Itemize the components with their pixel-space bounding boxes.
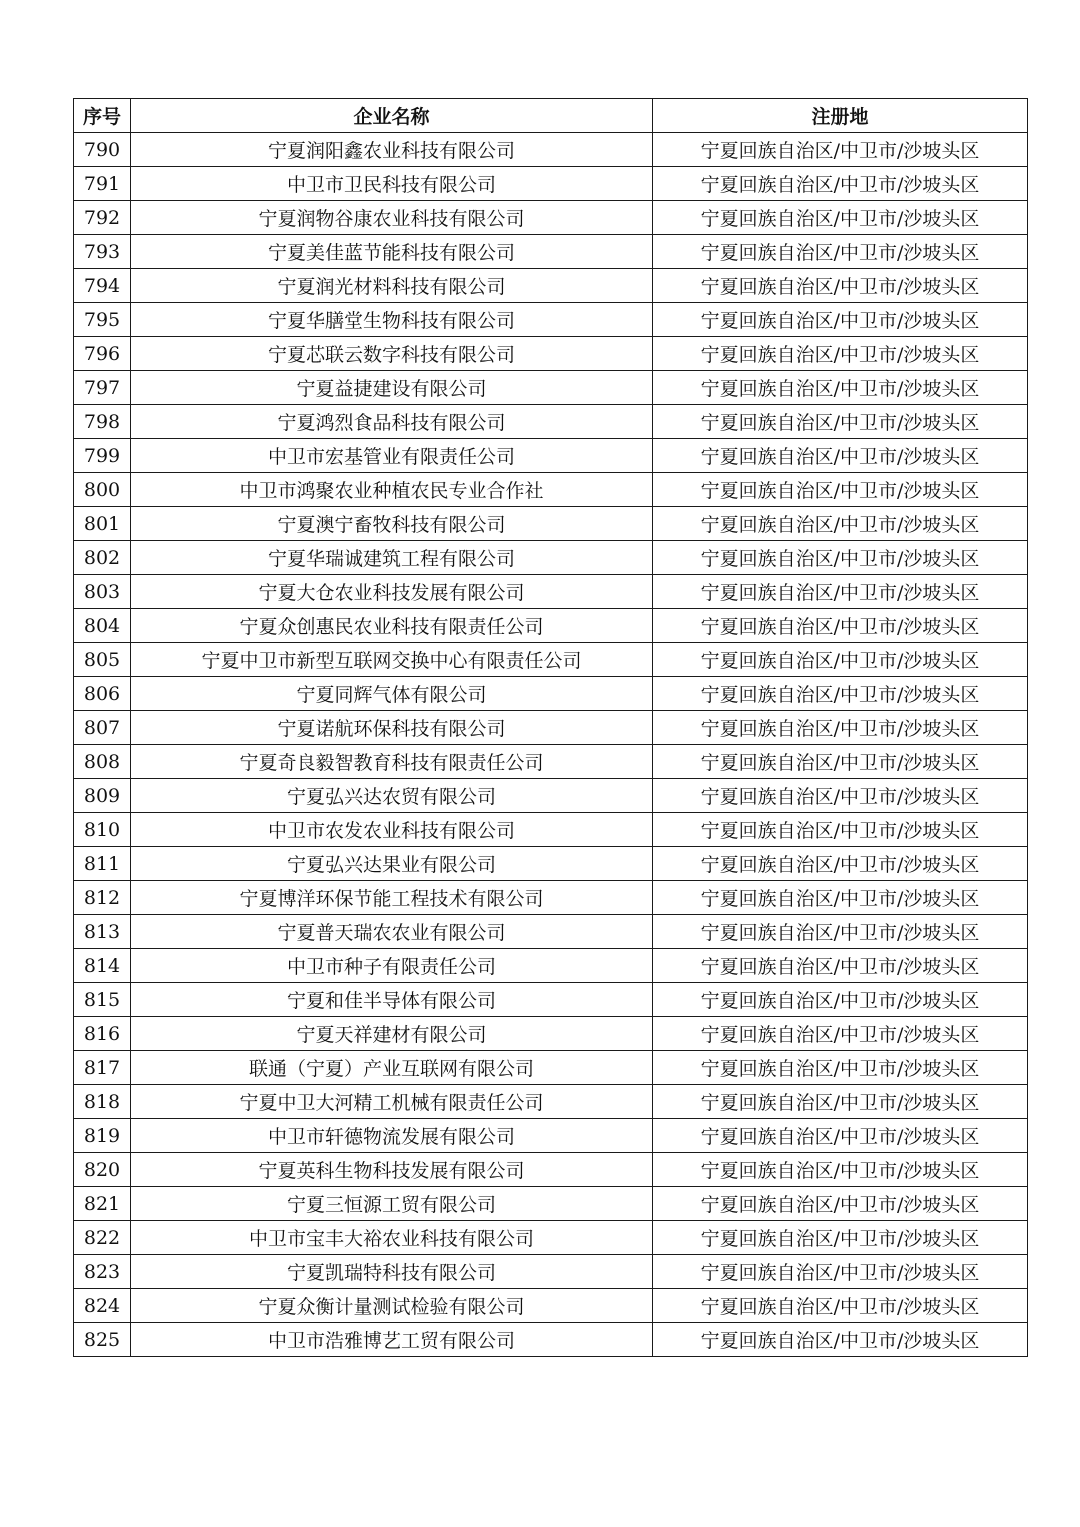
cell-company-name: 宁夏同辉气体有限公司 (131, 677, 653, 711)
cell-index: 795 (74, 303, 131, 337)
cell-company-name: 中卫市鸿聚农业种植农民专业合作社 (131, 473, 653, 507)
cell-registered-place: 宁夏回族自治区/中卫市/沙坡头区 (653, 847, 1028, 881)
table-row (74, 1289, 1028, 1323)
cell-company-name: 联通（宁夏）产业互联网有限公司 (131, 1051, 653, 1085)
cell-index: 823 (74, 1255, 131, 1289)
table-row (74, 167, 1028, 201)
cell-company-name: 宁夏普天瑞农农业有限公司 (131, 915, 653, 949)
cell-registered-place: 宁夏回族自治区/中卫市/沙坡头区 (653, 405, 1028, 439)
table-row (74, 439, 1028, 473)
table-row (74, 745, 1028, 779)
cell-company-name: 宁夏润阳鑫农业科技有限公司 (131, 133, 653, 167)
cell-company-name: 宁夏凯瑞特科技有限公司 (131, 1255, 653, 1289)
header-row (74, 99, 1028, 133)
cell-registered-place: 宁夏回族自治区/中卫市/沙坡头区 (653, 541, 1028, 575)
table-row (74, 303, 1028, 337)
cell-registered-place: 宁夏回族自治区/中卫市/沙坡头区 (653, 1255, 1028, 1289)
cell-company-name: 宁夏博洋环保节能工程技术有限公司 (131, 881, 653, 915)
cell-company-name: 中卫市卫民科技有限公司 (131, 167, 653, 201)
table-row (74, 1017, 1028, 1051)
cell-company-name: 宁夏鸿烈食品科技有限公司 (131, 405, 653, 439)
cell-index: 800 (74, 473, 131, 507)
cell-company-name: 宁夏英科生物科技发展有限公司 (131, 1153, 653, 1187)
table-row (74, 677, 1028, 711)
cell-company-name: 宁夏诺航环保科技有限公司 (131, 711, 653, 745)
cell-registered-place: 宁夏回族自治区/中卫市/沙坡头区 (653, 1085, 1028, 1119)
cell-company-name: 宁夏大仓农业科技发展有限公司 (131, 575, 653, 609)
cell-registered-place: 宁夏回族自治区/中卫市/沙坡头区 (653, 983, 1028, 1017)
cell-index: 808 (74, 745, 131, 779)
cell-company-name: 宁夏芯联云数字科技有限公司 (131, 337, 653, 371)
table-row (74, 643, 1028, 677)
cell-index: 801 (74, 507, 131, 541)
header-registered-place: 注册地 (653, 99, 1028, 133)
cell-company-name: 中卫市农发农业科技有限公司 (131, 813, 653, 847)
cell-registered-place: 宁夏回族自治区/中卫市/沙坡头区 (653, 677, 1028, 711)
cell-registered-place: 宁夏回族自治区/中卫市/沙坡头区 (653, 881, 1028, 915)
cell-registered-place: 宁夏回族自治区/中卫市/沙坡头区 (653, 337, 1028, 371)
cell-registered-place: 宁夏回族自治区/中卫市/沙坡头区 (653, 473, 1028, 507)
table-row (74, 983, 1028, 1017)
cell-index: 796 (74, 337, 131, 371)
table-row (74, 1051, 1028, 1085)
cell-company-name: 宁夏中卫大河精工机械有限责任公司 (131, 1085, 653, 1119)
table-row (74, 235, 1028, 269)
table-row (74, 541, 1028, 575)
cell-registered-place: 宁夏回族自治区/中卫市/沙坡头区 (653, 371, 1028, 405)
cell-registered-place: 宁夏回族自治区/中卫市/沙坡头区 (653, 1051, 1028, 1085)
table-header (74, 99, 1028, 133)
cell-index: 821 (74, 1187, 131, 1221)
cell-registered-place: 宁夏回族自治区/中卫市/沙坡头区 (653, 167, 1028, 201)
cell-registered-place: 宁夏回族自治区/中卫市/沙坡头区 (653, 1119, 1028, 1153)
cell-company-name: 宁夏弘兴达农贸有限公司 (131, 779, 653, 813)
cell-company-name: 中卫市浩雅博艺工贸有限公司 (131, 1323, 653, 1357)
cell-index: 793 (74, 235, 131, 269)
table-row (74, 575, 1028, 609)
cell-index: 824 (74, 1289, 131, 1323)
table-row (74, 201, 1028, 235)
cell-index: 807 (74, 711, 131, 745)
cell-index: 811 (74, 847, 131, 881)
cell-index: 822 (74, 1221, 131, 1255)
table-row (74, 1323, 1028, 1357)
cell-company-name: 宁夏众衡计量测试检验有限公司 (131, 1289, 653, 1323)
table-row (74, 711, 1028, 745)
cell-registered-place: 宁夏回族自治区/中卫市/沙坡头区 (653, 575, 1028, 609)
cell-registered-place: 宁夏回族自治区/中卫市/沙坡头区 (653, 201, 1028, 235)
cell-company-name: 宁夏华瑞诚建筑工程有限公司 (131, 541, 653, 575)
cell-index: 809 (74, 779, 131, 813)
cell-registered-place: 宁夏回族自治区/中卫市/沙坡头区 (653, 949, 1028, 983)
table-row (74, 881, 1028, 915)
table-row (74, 473, 1028, 507)
table-row (74, 609, 1028, 643)
table-row (74, 813, 1028, 847)
table-row (74, 371, 1028, 405)
cell-index: 806 (74, 677, 131, 711)
cell-index: 804 (74, 609, 131, 643)
cell-index: 798 (74, 405, 131, 439)
cell-index: 817 (74, 1051, 131, 1085)
cell-registered-place: 宁夏回族自治区/中卫市/沙坡头区 (653, 745, 1028, 779)
cell-registered-place: 宁夏回族自治区/中卫市/沙坡头区 (653, 1221, 1028, 1255)
cell-registered-place: 宁夏回族自治区/中卫市/沙坡头区 (653, 507, 1028, 541)
cell-company-name: 宁夏润物谷康农业科技有限公司 (131, 201, 653, 235)
table-row (74, 1187, 1028, 1221)
cell-index: 810 (74, 813, 131, 847)
cell-company-name: 中卫市宝丰大裕农业科技有限公司 (131, 1221, 653, 1255)
cell-registered-place: 宁夏回族自治区/中卫市/沙坡头区 (653, 915, 1028, 949)
cell-registered-place: 宁夏回族自治区/中卫市/沙坡头区 (653, 235, 1028, 269)
table-row (74, 1221, 1028, 1255)
cell-index: 802 (74, 541, 131, 575)
cell-registered-place: 宁夏回族自治区/中卫市/沙坡头区 (653, 269, 1028, 303)
cell-index: 813 (74, 915, 131, 949)
cell-index: 815 (74, 983, 131, 1017)
table-row (74, 133, 1028, 167)
table-row (74, 949, 1028, 983)
table-row (74, 915, 1028, 949)
table-row (74, 405, 1028, 439)
header-index: 序号 (74, 99, 131, 133)
cell-index: 820 (74, 1153, 131, 1187)
cell-index: 790 (74, 133, 131, 167)
cell-company-name: 宁夏益捷建设有限公司 (131, 371, 653, 405)
cell-company-name: 宁夏天祥建材有限公司 (131, 1017, 653, 1051)
cell-index: 825 (74, 1323, 131, 1357)
cell-company-name: 宁夏弘兴达果业有限公司 (131, 847, 653, 881)
cell-index: 812 (74, 881, 131, 915)
cell-registered-place: 宁夏回族自治区/中卫市/沙坡头区 (653, 303, 1028, 337)
cell-index: 797 (74, 371, 131, 405)
table-row (74, 847, 1028, 881)
cell-registered-place: 宁夏回族自治区/中卫市/沙坡头区 (653, 1153, 1028, 1187)
cell-company-name: 宁夏奇良毅智教育科技有限责任公司 (131, 745, 653, 779)
cell-company-name: 宁夏和佳半导体有限公司 (131, 983, 653, 1017)
cell-company-name: 宁夏众创惠民农业科技有限责任公司 (131, 609, 653, 643)
enterprise-table (73, 98, 1028, 1357)
cell-registered-place: 宁夏回族自治区/中卫市/沙坡头区 (653, 1289, 1028, 1323)
table-row (74, 1153, 1028, 1187)
cell-index: 792 (74, 201, 131, 235)
cell-registered-place: 宁夏回族自治区/中卫市/沙坡头区 (653, 1323, 1028, 1357)
cell-company-name: 宁夏润光材料科技有限公司 (131, 269, 653, 303)
table-row (74, 1119, 1028, 1153)
table-row (74, 507, 1028, 541)
cell-index: 814 (74, 949, 131, 983)
cell-company-name: 宁夏澳宁畜牧科技有限公司 (131, 507, 653, 541)
cell-registered-place: 宁夏回族自治区/中卫市/沙坡头区 (653, 1017, 1028, 1051)
cell-index: 819 (74, 1119, 131, 1153)
cell-company-name: 宁夏三恒源工贸有限公司 (131, 1187, 653, 1221)
table-row (74, 1085, 1028, 1119)
cell-registered-place: 宁夏回族自治区/中卫市/沙坡头区 (653, 711, 1028, 745)
cell-index: 803 (74, 575, 131, 609)
cell-index: 791 (74, 167, 131, 201)
cell-company-name: 宁夏美佳蓝节能科技有限公司 (131, 235, 653, 269)
cell-registered-place: 宁夏回族自治区/中卫市/沙坡头区 (653, 133, 1028, 167)
cell-index: 818 (74, 1085, 131, 1119)
cell-index: 805 (74, 643, 131, 677)
cell-index: 816 (74, 1017, 131, 1051)
cell-index: 794 (74, 269, 131, 303)
cell-registered-place: 宁夏回族自治区/中卫市/沙坡头区 (653, 813, 1028, 847)
cell-company-name: 中卫市种子有限责任公司 (131, 949, 653, 983)
cell-registered-place: 宁夏回族自治区/中卫市/沙坡头区 (653, 609, 1028, 643)
cell-company-name: 中卫市宏基管业有限责任公司 (131, 439, 653, 473)
cell-company-name: 中卫市轩德物流发展有限公司 (131, 1119, 653, 1153)
cell-registered-place: 宁夏回族自治区/中卫市/沙坡头区 (653, 1187, 1028, 1221)
table-row (74, 1255, 1028, 1289)
cell-index: 799 (74, 439, 131, 473)
cell-registered-place: 宁夏回族自治区/中卫市/沙坡头区 (653, 779, 1028, 813)
header-company-name: 企业名称 (131, 99, 653, 133)
table-row (74, 337, 1028, 371)
table-body (74, 133, 1028, 1357)
cell-registered-place: 宁夏回族自治区/中卫市/沙坡头区 (653, 643, 1028, 677)
table-row (74, 779, 1028, 813)
cell-company-name: 宁夏华膳堂生物科技有限公司 (131, 303, 653, 337)
table-row (74, 269, 1028, 303)
cell-company-name: 宁夏中卫市新型互联网交换中心有限责任公司 (131, 643, 653, 677)
cell-registered-place: 宁夏回族自治区/中卫市/沙坡头区 (653, 439, 1028, 473)
